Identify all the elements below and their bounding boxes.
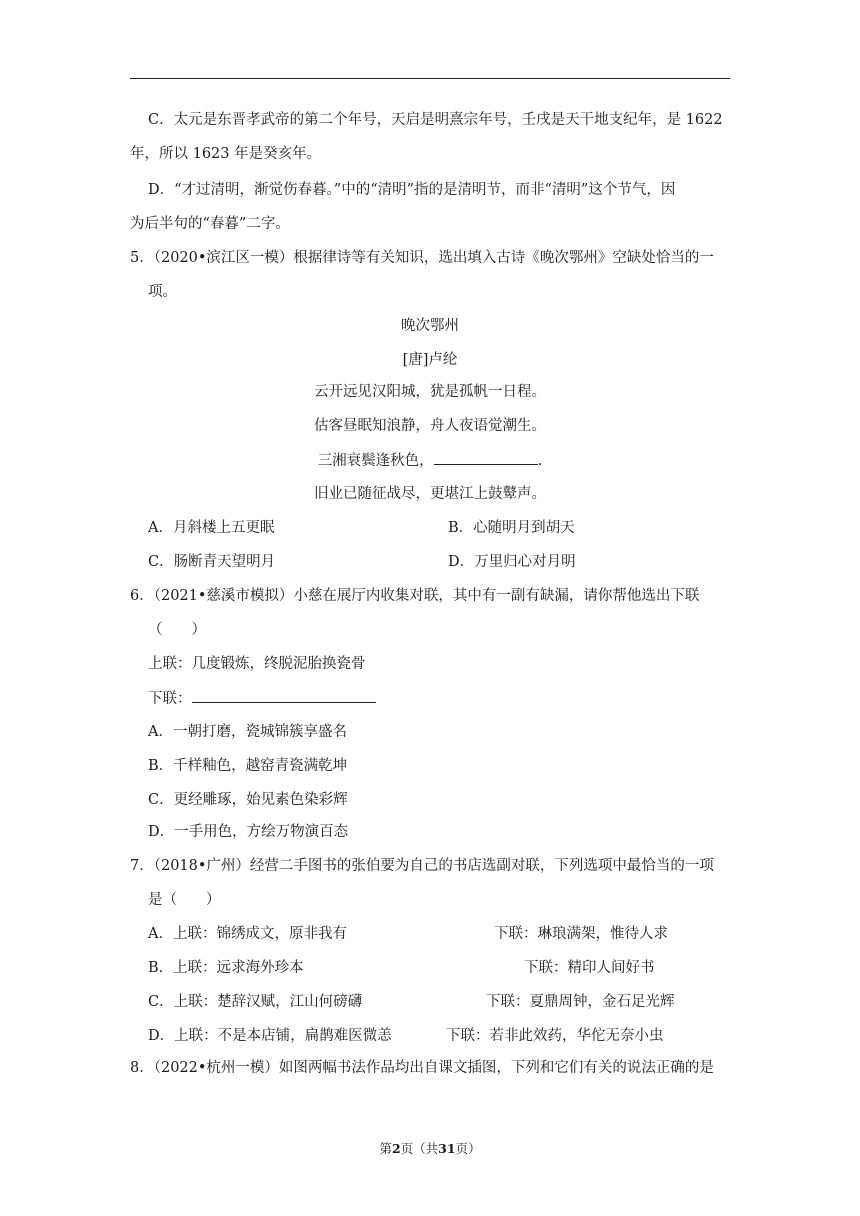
q7-option-c-lower: 下联：夏鼎周钟，金石足光辉: [486, 994, 675, 1010]
q4-option-c-line1: C．太元是东晋孝武帝的第二个年号，天启是明熹宗年号，壬戌是天干地支纪年，是 1622: [148, 112, 723, 128]
poem-line-3: [130, 450, 730, 471]
q4-option-d-line2: 为后半句的“春暮”二字。: [130, 216, 290, 232]
poem-line-4: 旧业已随征战尽，更堪江上鼓鼙声。: [314, 486, 546, 502]
q7-option-b-lower: 下联：精印人间好书: [524, 960, 655, 976]
q7-option-d-lower: 下联：若非此效药，华佗无奈小虫: [446, 1028, 664, 1044]
poem-line-1: 云开远见汉阳城，犹是孤帆一日程。: [314, 384, 546, 400]
q7-stem-line2: 是（ ）: [148, 892, 221, 908]
q7-stem-line1: 7．（2018•广州）经营二手图书的张伯要为自己的书店选副对联，下列选项中最恰当的一项: [130, 858, 714, 874]
q6-lower-couplet: [148, 688, 376, 709]
poem-line-2: 估客昼眠知浪静，舟人夜语觉潮生。: [314, 418, 546, 434]
header-rule: [130, 78, 730, 79]
footer-prefix: 第: [379, 1141, 392, 1156]
poem-title: 晚次鄂州: [401, 318, 459, 334]
poem-author: [唐]卢纶: [402, 352, 458, 368]
poem-answer-blank: [434, 450, 538, 465]
q7-option-c-upper: C．上联：楚辞汉赋，江山何磅礴: [148, 994, 363, 1010]
q5-option-c: C．肠断青天望明月: [148, 554, 276, 570]
q5-option-d: D．万里归心对月明: [448, 554, 576, 570]
q6-stem-line1: 6．（2021•慈溪市模拟）小慈在展厅内收集对联，其中有一副有缺漏，请你帮他选出下联: [130, 588, 700, 604]
q6-lower-label: 下联：: [148, 691, 192, 707]
footer-suffix: 页）: [455, 1141, 481, 1156]
q7-option-d-upper: D．上联：不是本店铺，扁鹊难医微恙: [148, 1028, 392, 1044]
q7-option-a-upper: A．上联：锦绣成文，原非我有: [148, 926, 347, 942]
poem-line-3-end: .: [537, 453, 543, 469]
q4-option-c-line2: 年，所以 1623 年是癸亥年。: [130, 146, 322, 162]
poem-line-3-text: 三湘衰鬓逢秋色，: [317, 453, 434, 469]
q6-stem-line2: （ ）: [148, 622, 206, 638]
q5-stem-line2: 项。: [148, 284, 177, 300]
q4-option-d-line1: D．“才过清明，渐觉伤春暮。”中的“清明”指的是清明节，而非“清明”这个节气，因: [148, 182, 676, 198]
footer-page-number: 2: [391, 1141, 401, 1156]
q7-option-b-upper: B．上联：远求海外珍本: [148, 960, 304, 976]
q6-option-a: A．一朝打磨，瓷城锦簇享盛名: [148, 724, 347, 740]
q7-option-a-lower: 下联：琳琅满架，惟待人求: [494, 926, 668, 942]
q5-option-a: A．月斜楼上五更眠: [148, 520, 275, 536]
footer-middle: 页（共: [400, 1141, 439, 1156]
q6-option-b: B．千样釉色，越窑青瓷满乾坤: [148, 758, 348, 774]
q5-option-b: B．心随明月到胡天: [448, 520, 575, 536]
q6-option-d: D．一手用色，方绘万物演百态: [148, 824, 349, 840]
q6-option-c: C．更经雕琢，始见素色染彩辉: [148, 792, 348, 808]
q6-upper-couplet: 上联：几度锻炼，终脱泥胎换瓷骨: [148, 656, 366, 672]
q6-answer-blank: [192, 688, 376, 703]
page-footer: [0, 1140, 860, 1158]
footer-total-pages: 31: [438, 1141, 456, 1156]
q5-stem-line1: 5．（2020•滨江区一模）根据律诗等有关知识，选出填入古诗《晚次鄂州》空缺处恰当的一: [130, 250, 714, 266]
q8-stem-line1: 8．（2022•杭州一模）如图两幅书法作品均出自课文插图，下列和它们有关的说法正确的是: [130, 1060, 714, 1076]
